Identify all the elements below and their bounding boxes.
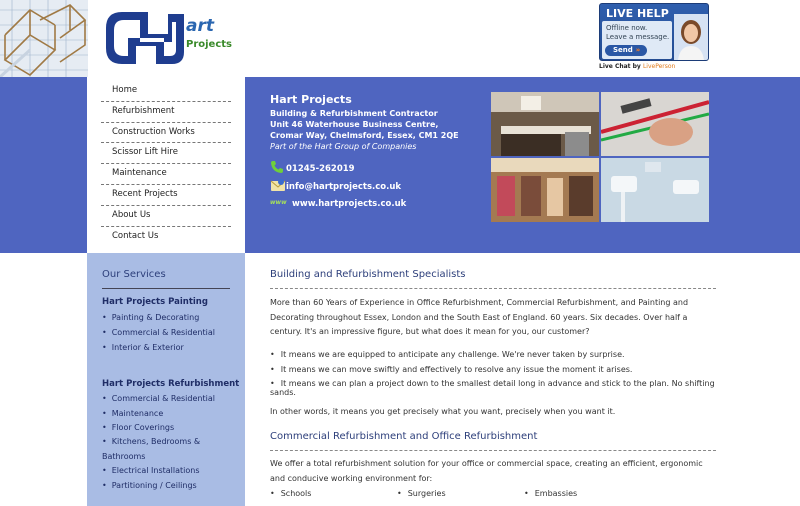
phone-icon bbox=[270, 160, 286, 177]
bullet-icon: • bbox=[524, 489, 529, 498]
benefit-item bbox=[270, 379, 716, 397]
heading-commercial: Commercial Refurbishment and Office Refurbishment bbox=[270, 431, 538, 442]
service-link[interactable] bbox=[102, 394, 215, 403]
live-chat-by: Live Chat by bbox=[599, 63, 641, 70]
bullet-icon: • bbox=[270, 365, 275, 374]
nav-item-recent-projects[interactable]: Recent Projects bbox=[101, 185, 231, 206]
bullet-icon: • bbox=[270, 379, 275, 388]
benefit-item bbox=[270, 350, 625, 359]
support-agent-photo bbox=[674, 14, 708, 60]
benefit-text: It means we are equipped to anticipate any challenge. We're never taken by surprise. bbox=[280, 350, 625, 359]
contact-details bbox=[270, 93, 459, 152]
svg-text:www: www bbox=[270, 199, 287, 206]
bullet-icon: • bbox=[102, 481, 107, 490]
retail-interior-photo bbox=[491, 158, 599, 222]
sector-label: Schools bbox=[280, 489, 312, 498]
bullet-icon: • bbox=[270, 489, 275, 498]
service-link[interactable] bbox=[102, 343, 184, 352]
main-navigation-panel bbox=[87, 77, 245, 253]
service-link[interactable] bbox=[102, 409, 163, 418]
service-link[interactable] bbox=[102, 437, 200, 446]
service-label: Commercial & Residential bbox=[111, 394, 215, 403]
live-help-message bbox=[602, 21, 672, 59]
painting-group-title[interactable]: Hart Projects Painting bbox=[102, 297, 208, 307]
service-link[interactable] bbox=[102, 466, 200, 475]
sidebar-divider bbox=[102, 288, 230, 289]
address-line-2: Cromar Way, Chelmsford, Essex, CM1 2QE bbox=[270, 131, 459, 140]
live-help-widget[interactable] bbox=[599, 3, 709, 61]
bullet-icon: • bbox=[102, 313, 107, 322]
bullet-icon: • bbox=[102, 423, 107, 432]
service-label-continued[interactable]: Bathrooms bbox=[102, 452, 146, 461]
offer-paragraph: We offer a total refurbishment solution for your office or commercial space, creating an efficient, ergonomic and conducive working environment for: bbox=[270, 459, 703, 483]
bullet-icon: • bbox=[102, 394, 107, 403]
sector-item bbox=[397, 489, 446, 498]
blueprint-image bbox=[0, 0, 88, 77]
sector-item bbox=[270, 489, 311, 498]
live-help-title: LIVE HELP bbox=[606, 7, 669, 20]
summary-paragraph: In other words, it means you get precisely what you want, precisely when you want it. bbox=[270, 407, 616, 416]
live-help-status: Offline now. bbox=[606, 24, 648, 32]
nav-item-construction-works[interactable]: Construction Works bbox=[101, 123, 231, 144]
email-address[interactable]: info@hartprojects.co.uk bbox=[286, 182, 402, 192]
bullet-icon: • bbox=[270, 350, 275, 359]
logo-projects-text: Projects bbox=[186, 39, 233, 50]
sector-label: Surgeries bbox=[407, 489, 446, 498]
service-link[interactable] bbox=[102, 313, 199, 322]
sector-item bbox=[524, 489, 577, 498]
project-photo-collage bbox=[491, 92, 709, 222]
benefit-text: It means we can move swiftly and effectively to resolve any issue the moment it arises. bbox=[280, 365, 633, 374]
company-name: Hart Projects bbox=[270, 93, 352, 106]
company-tagline: Building & Refurbishment Contractor bbox=[270, 109, 438, 118]
main-navigation bbox=[101, 81, 231, 247]
website-url[interactable]: www.hartprojects.co.uk bbox=[292, 199, 407, 209]
service-label: Painting & Decorating bbox=[111, 313, 200, 322]
nav-item-scissor-lift-hire[interactable]: Scissor Lift Hire bbox=[101, 143, 231, 164]
logo-art-text: art bbox=[186, 16, 214, 36]
service-label: Floor Coverings bbox=[111, 423, 175, 432]
nav-item-refurbishment[interactable]: Refurbishment bbox=[101, 102, 231, 123]
logo-h-mark bbox=[102, 6, 186, 70]
nav-item-maintenance[interactable]: Maintenance bbox=[101, 164, 231, 185]
group-note: Part of the Hart Group of Companies bbox=[270, 142, 417, 151]
service-label: Kitchens, Bedrooms & bbox=[111, 437, 201, 446]
benefit-item bbox=[270, 365, 632, 374]
benefit-text: It means we can plan a project down to the smallest detail long in advance and stick to the plan. No shifting sands. bbox=[270, 379, 715, 397]
send-label: Send bbox=[613, 46, 633, 54]
live-help-prompt: Leave a message. bbox=[606, 33, 670, 41]
service-label: Partitioning / Ceilings bbox=[111, 481, 197, 490]
liveperson-link[interactable]: LivePerson bbox=[642, 63, 676, 70]
intro-paragraph: More than 60 Years of Experience in Office Refurbishment, Commercial Refurbishment, and Painting and Decorating throughout Essex, London and the South East of England. 60 years. Six decades. Over half a century. It's an impressive figure, but what does it mean for you, our customer? bbox=[270, 298, 689, 336]
refurbishment-group-title[interactable]: Hart Projects Refurbishment bbox=[102, 379, 240, 389]
website-row bbox=[270, 197, 406, 210]
phone-number[interactable]: 01245-262019 bbox=[286, 164, 355, 174]
bathroom-photo bbox=[601, 158, 709, 222]
electrician-photo bbox=[601, 92, 709, 156]
heading-specialists: Building and Refurbishment Specialists bbox=[270, 269, 466, 280]
live-chat-credit[interactable] bbox=[599, 63, 675, 70]
sector-label: Embassies bbox=[534, 489, 578, 498]
sidebar-title: Our Services bbox=[102, 269, 166, 280]
service-label: Maintenance bbox=[111, 409, 164, 418]
heading-divider bbox=[270, 450, 716, 451]
email-row bbox=[270, 178, 401, 195]
bullet-icon: • bbox=[102, 437, 107, 446]
service-label: Interior & Exterior bbox=[111, 343, 184, 352]
site-header bbox=[0, 0, 800, 77]
phone-row bbox=[270, 160, 355, 177]
bullet-icon: • bbox=[102, 343, 107, 352]
bullet-icon: • bbox=[102, 328, 107, 337]
nav-item-home[interactable]: Home bbox=[101, 81, 231, 102]
nav-item-contact-us[interactable]: Contact Us bbox=[112, 230, 159, 241]
live-help-send-button[interactable] bbox=[605, 45, 647, 56]
nav-item-about-us[interactable]: About Us bbox=[101, 206, 231, 227]
bullet-icon: • bbox=[102, 466, 107, 475]
address-line-1: Unit 46 Waterhouse Business Centre, bbox=[270, 120, 439, 129]
double-chevron-icon: » bbox=[635, 46, 641, 54]
kitchen-photo bbox=[491, 92, 599, 156]
heading-divider bbox=[270, 288, 716, 289]
service-label: Commercial & Residential bbox=[111, 328, 215, 337]
service-link[interactable] bbox=[102, 423, 174, 432]
service-link[interactable] bbox=[102, 328, 215, 337]
service-link[interactable] bbox=[102, 481, 197, 490]
bullet-icon: • bbox=[102, 409, 107, 418]
hart-projects-logo[interactable] bbox=[100, 6, 240, 72]
banner bbox=[0, 77, 800, 253]
service-label: Electrical Installations bbox=[111, 466, 200, 475]
services-sidebar bbox=[87, 253, 245, 506]
bullet-icon: • bbox=[397, 489, 402, 498]
www-icon bbox=[270, 197, 292, 210]
envelope-icon bbox=[270, 178, 286, 195]
